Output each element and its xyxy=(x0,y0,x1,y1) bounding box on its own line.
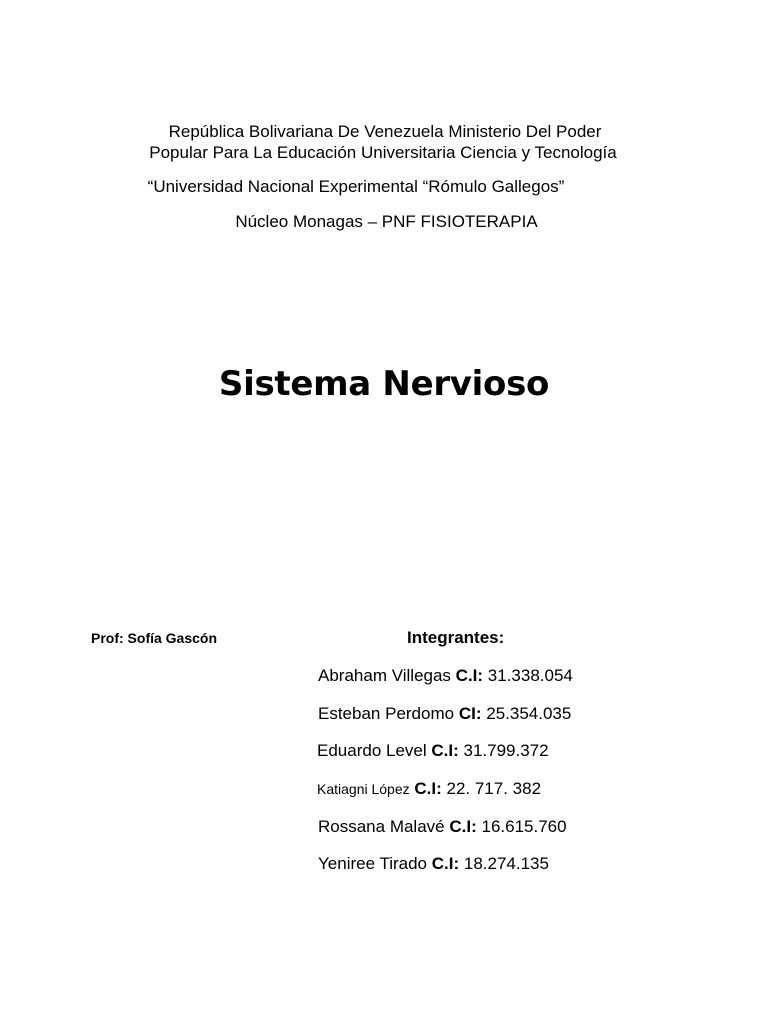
member-ci-label: C.I: xyxy=(431,741,459,760)
member-row xyxy=(317,741,549,761)
document-title: Sistema Nervioso xyxy=(218,364,550,404)
member-ci-label: C.I: xyxy=(449,817,477,836)
member-ci-label: CI: xyxy=(458,704,482,723)
member-name: Katiagni López xyxy=(317,781,410,797)
header-ministry-line-1: República Bolivariana De Venezuela Ministerio Del Poder xyxy=(168,122,602,141)
member-name: Rossana Malavé xyxy=(318,817,445,836)
member-ci-value: 16.615.760 xyxy=(481,817,567,836)
member-ci-value: 18.274.135 xyxy=(463,854,549,873)
professor-name: Prof: Sofía Gascón xyxy=(91,630,218,646)
member-name: Esteban Perdomo xyxy=(318,704,455,723)
member-ci-value: 22. 717. 382 xyxy=(446,779,542,798)
member-ci-value: 31.799.372 xyxy=(463,741,549,760)
member-row xyxy=(318,704,571,724)
header-university-line: “Universidad Nacional Experimental “Rómulo Gallegos” xyxy=(147,177,565,196)
member-name: Abraham Villegas xyxy=(318,666,451,685)
member-ci-value: 25.354.035 xyxy=(486,704,572,723)
integrantes-heading: Integrantes: xyxy=(407,628,505,647)
member-ci-value: 31.338.054 xyxy=(487,666,573,685)
member-name: Eduardo Level xyxy=(317,741,427,760)
member-row xyxy=(317,779,541,799)
member-row xyxy=(318,854,549,874)
member-name: Yeniree Tirado xyxy=(318,854,428,873)
member-row xyxy=(318,666,573,686)
member-row xyxy=(318,817,567,837)
header-nucleo-line: Núcleo Monagas – PNF FISIOTERAPIA xyxy=(235,212,538,231)
member-ci-label: C.I: xyxy=(414,779,442,798)
member-ci-label: C.I: xyxy=(431,854,460,873)
header-ministry-line-2: Popular Para La Educación Universitaria Ciencia y Tecnología xyxy=(149,143,617,162)
member-ci-label: C.I: xyxy=(455,666,484,685)
